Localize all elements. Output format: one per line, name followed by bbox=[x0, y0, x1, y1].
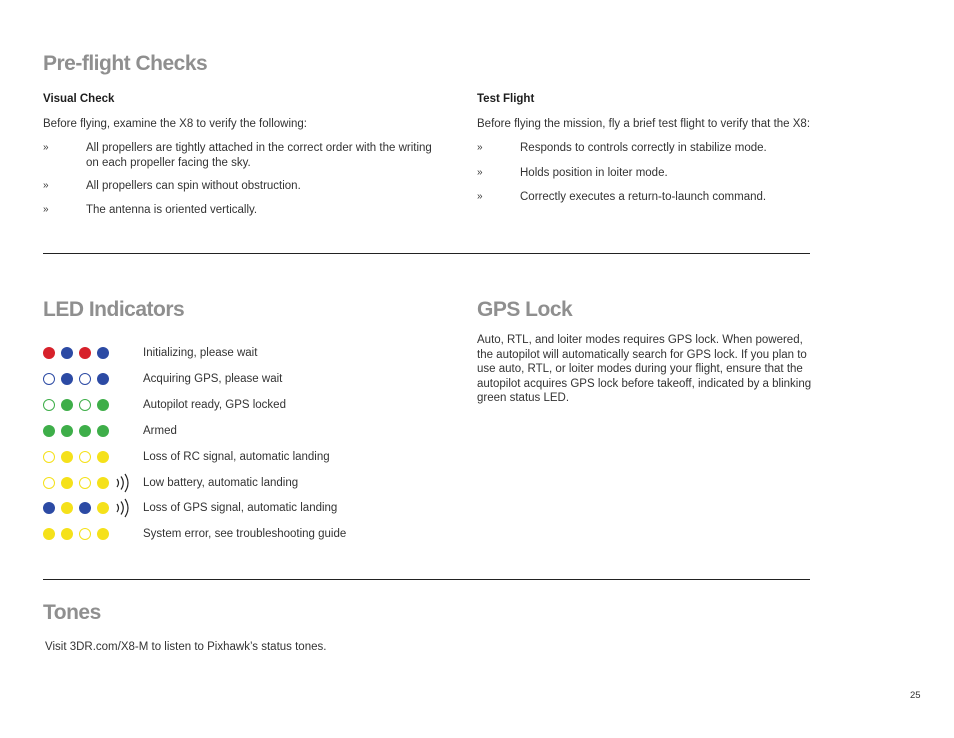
list-item bbox=[43, 141, 453, 170]
led-row bbox=[43, 372, 443, 388]
blue-led-filled bbox=[97, 347, 109, 359]
section-divider bbox=[43, 253, 810, 254]
paragraph-line: autopilot acquires GPS lock before takeoff, indicated by a blinking bbox=[477, 377, 812, 390]
led-row-label: Acquiring GPS, please wait bbox=[143, 372, 283, 385]
test-flight-heading: Test Flight bbox=[477, 93, 535, 105]
blue-led-filled bbox=[97, 373, 109, 385]
test-flight-list bbox=[477, 141, 897, 205]
blue-led-filled bbox=[43, 502, 55, 514]
tones-title: Tones bbox=[43, 601, 101, 624]
green-led-filled bbox=[97, 399, 109, 411]
blue-led-outline bbox=[43, 373, 55, 385]
blink-waves-icon bbox=[114, 498, 130, 518]
list-item-text: Holds position in loiter mode. bbox=[520, 166, 668, 179]
led-row-label: Armed bbox=[143, 424, 177, 437]
visual-check-list bbox=[43, 141, 453, 217]
yellow-led-filled bbox=[61, 502, 73, 514]
bullet-mark: » bbox=[43, 142, 49, 153]
list-item bbox=[43, 179, 453, 194]
bullet-mark: » bbox=[477, 166, 483, 178]
led-row bbox=[43, 501, 443, 517]
gps-lock-text bbox=[477, 333, 827, 406]
list-item bbox=[477, 190, 897, 205]
list-item-text: All propellers can spin without obstruction. bbox=[86, 180, 301, 192]
led-row bbox=[43, 398, 443, 414]
bullet-mark: » bbox=[477, 142, 483, 153]
yellow-led-filled bbox=[43, 528, 55, 540]
green-led-filled bbox=[61, 399, 73, 411]
led-row bbox=[43, 476, 443, 492]
blue-led-filled bbox=[61, 373, 73, 385]
yellow-led-filled bbox=[97, 477, 109, 489]
page-number: 25 bbox=[910, 690, 921, 701]
visual-check-heading: Visual Check bbox=[43, 93, 115, 105]
led-row-label: System error, see troubleshooting guide bbox=[143, 528, 347, 541]
yellow-led-filled bbox=[61, 477, 73, 489]
bullet-mark: » bbox=[477, 191, 483, 202]
bullet-mark: » bbox=[43, 180, 49, 191]
bullet-mark: » bbox=[43, 203, 49, 215]
green-led-filled bbox=[61, 425, 73, 437]
blink-waves-icon bbox=[114, 473, 130, 493]
yellow-led-filled bbox=[97, 451, 109, 463]
section-divider bbox=[43, 579, 810, 580]
list-item-text: All propellers are tightly attached in the correct order with the writing bbox=[86, 142, 432, 154]
yellow-led-filled bbox=[97, 528, 109, 540]
green-led-outline bbox=[79, 399, 91, 411]
test-flight-intro: Before flying the mission, fly a brief test flight to verify that the X8: bbox=[477, 118, 811, 130]
list-item bbox=[477, 141, 897, 156]
yellow-led-outline bbox=[79, 528, 91, 540]
led-row-label: Low battery, automatic landing bbox=[143, 476, 299, 489]
yellow-led-outline bbox=[79, 477, 91, 489]
tones-text: Visit 3DR.com/X8-M to listen to Pixhawk’s status tones. bbox=[45, 641, 327, 653]
green-led-filled bbox=[97, 425, 109, 437]
list-item-text: Correctly executes a return-to-launch command. bbox=[520, 191, 767, 203]
led-row bbox=[43, 346, 443, 362]
gps-lock-title: GPS Lock bbox=[477, 298, 573, 321]
led-row-label: Initializing, please wait bbox=[143, 347, 258, 359]
led-row bbox=[43, 527, 443, 543]
yellow-led-outline bbox=[43, 451, 55, 463]
paragraph-line: the autopilot will automatically search for GPS lock. If you plan to bbox=[477, 348, 807, 361]
yellow-led-outline bbox=[43, 477, 55, 489]
preflight-title: Pre-flight Checks bbox=[43, 52, 208, 75]
list-item-text: The antenna is oriented vertically. bbox=[86, 203, 258, 216]
paragraph-line: Auto, RTL, and loiter modes requires GPS lock. When powered, bbox=[477, 334, 803, 346]
list-item-text: Responds to controls correctly in stabilize mode. bbox=[520, 142, 767, 154]
led-indicators-title: LED Indicators bbox=[43, 298, 185, 321]
led-row-label: Loss of GPS signal, automatic landing bbox=[143, 502, 338, 515]
list-item-text: on each propeller facing the sky. bbox=[86, 156, 251, 169]
blue-led-outline bbox=[79, 373, 91, 385]
led-row-label: Autopilot ready, GPS locked bbox=[143, 398, 286, 411]
red-led-filled bbox=[79, 347, 91, 359]
visual-check-intro: Before flying, examine the X8 to verify the following: bbox=[43, 118, 308, 130]
red-led-filled bbox=[43, 347, 55, 359]
paragraph-line: use auto, RTL, or loiter modes during your flight, ensure that the bbox=[477, 363, 803, 375]
yellow-led-outline bbox=[79, 451, 91, 463]
led-row-label: Loss of RC signal, automatic landing bbox=[143, 450, 330, 463]
led-row bbox=[43, 424, 443, 440]
yellow-led-filled bbox=[61, 451, 73, 463]
green-led-filled bbox=[79, 425, 91, 437]
green-led-filled bbox=[43, 425, 55, 437]
led-row bbox=[43, 450, 443, 466]
blue-led-filled bbox=[61, 347, 73, 359]
yellow-led-filled bbox=[61, 528, 73, 540]
green-led-outline bbox=[43, 399, 55, 411]
yellow-led-filled bbox=[97, 502, 109, 514]
list-item bbox=[477, 166, 897, 181]
list-item bbox=[43, 203, 453, 218]
paragraph-line: green status LED. bbox=[477, 392, 570, 404]
blue-led-filled bbox=[79, 502, 91, 514]
